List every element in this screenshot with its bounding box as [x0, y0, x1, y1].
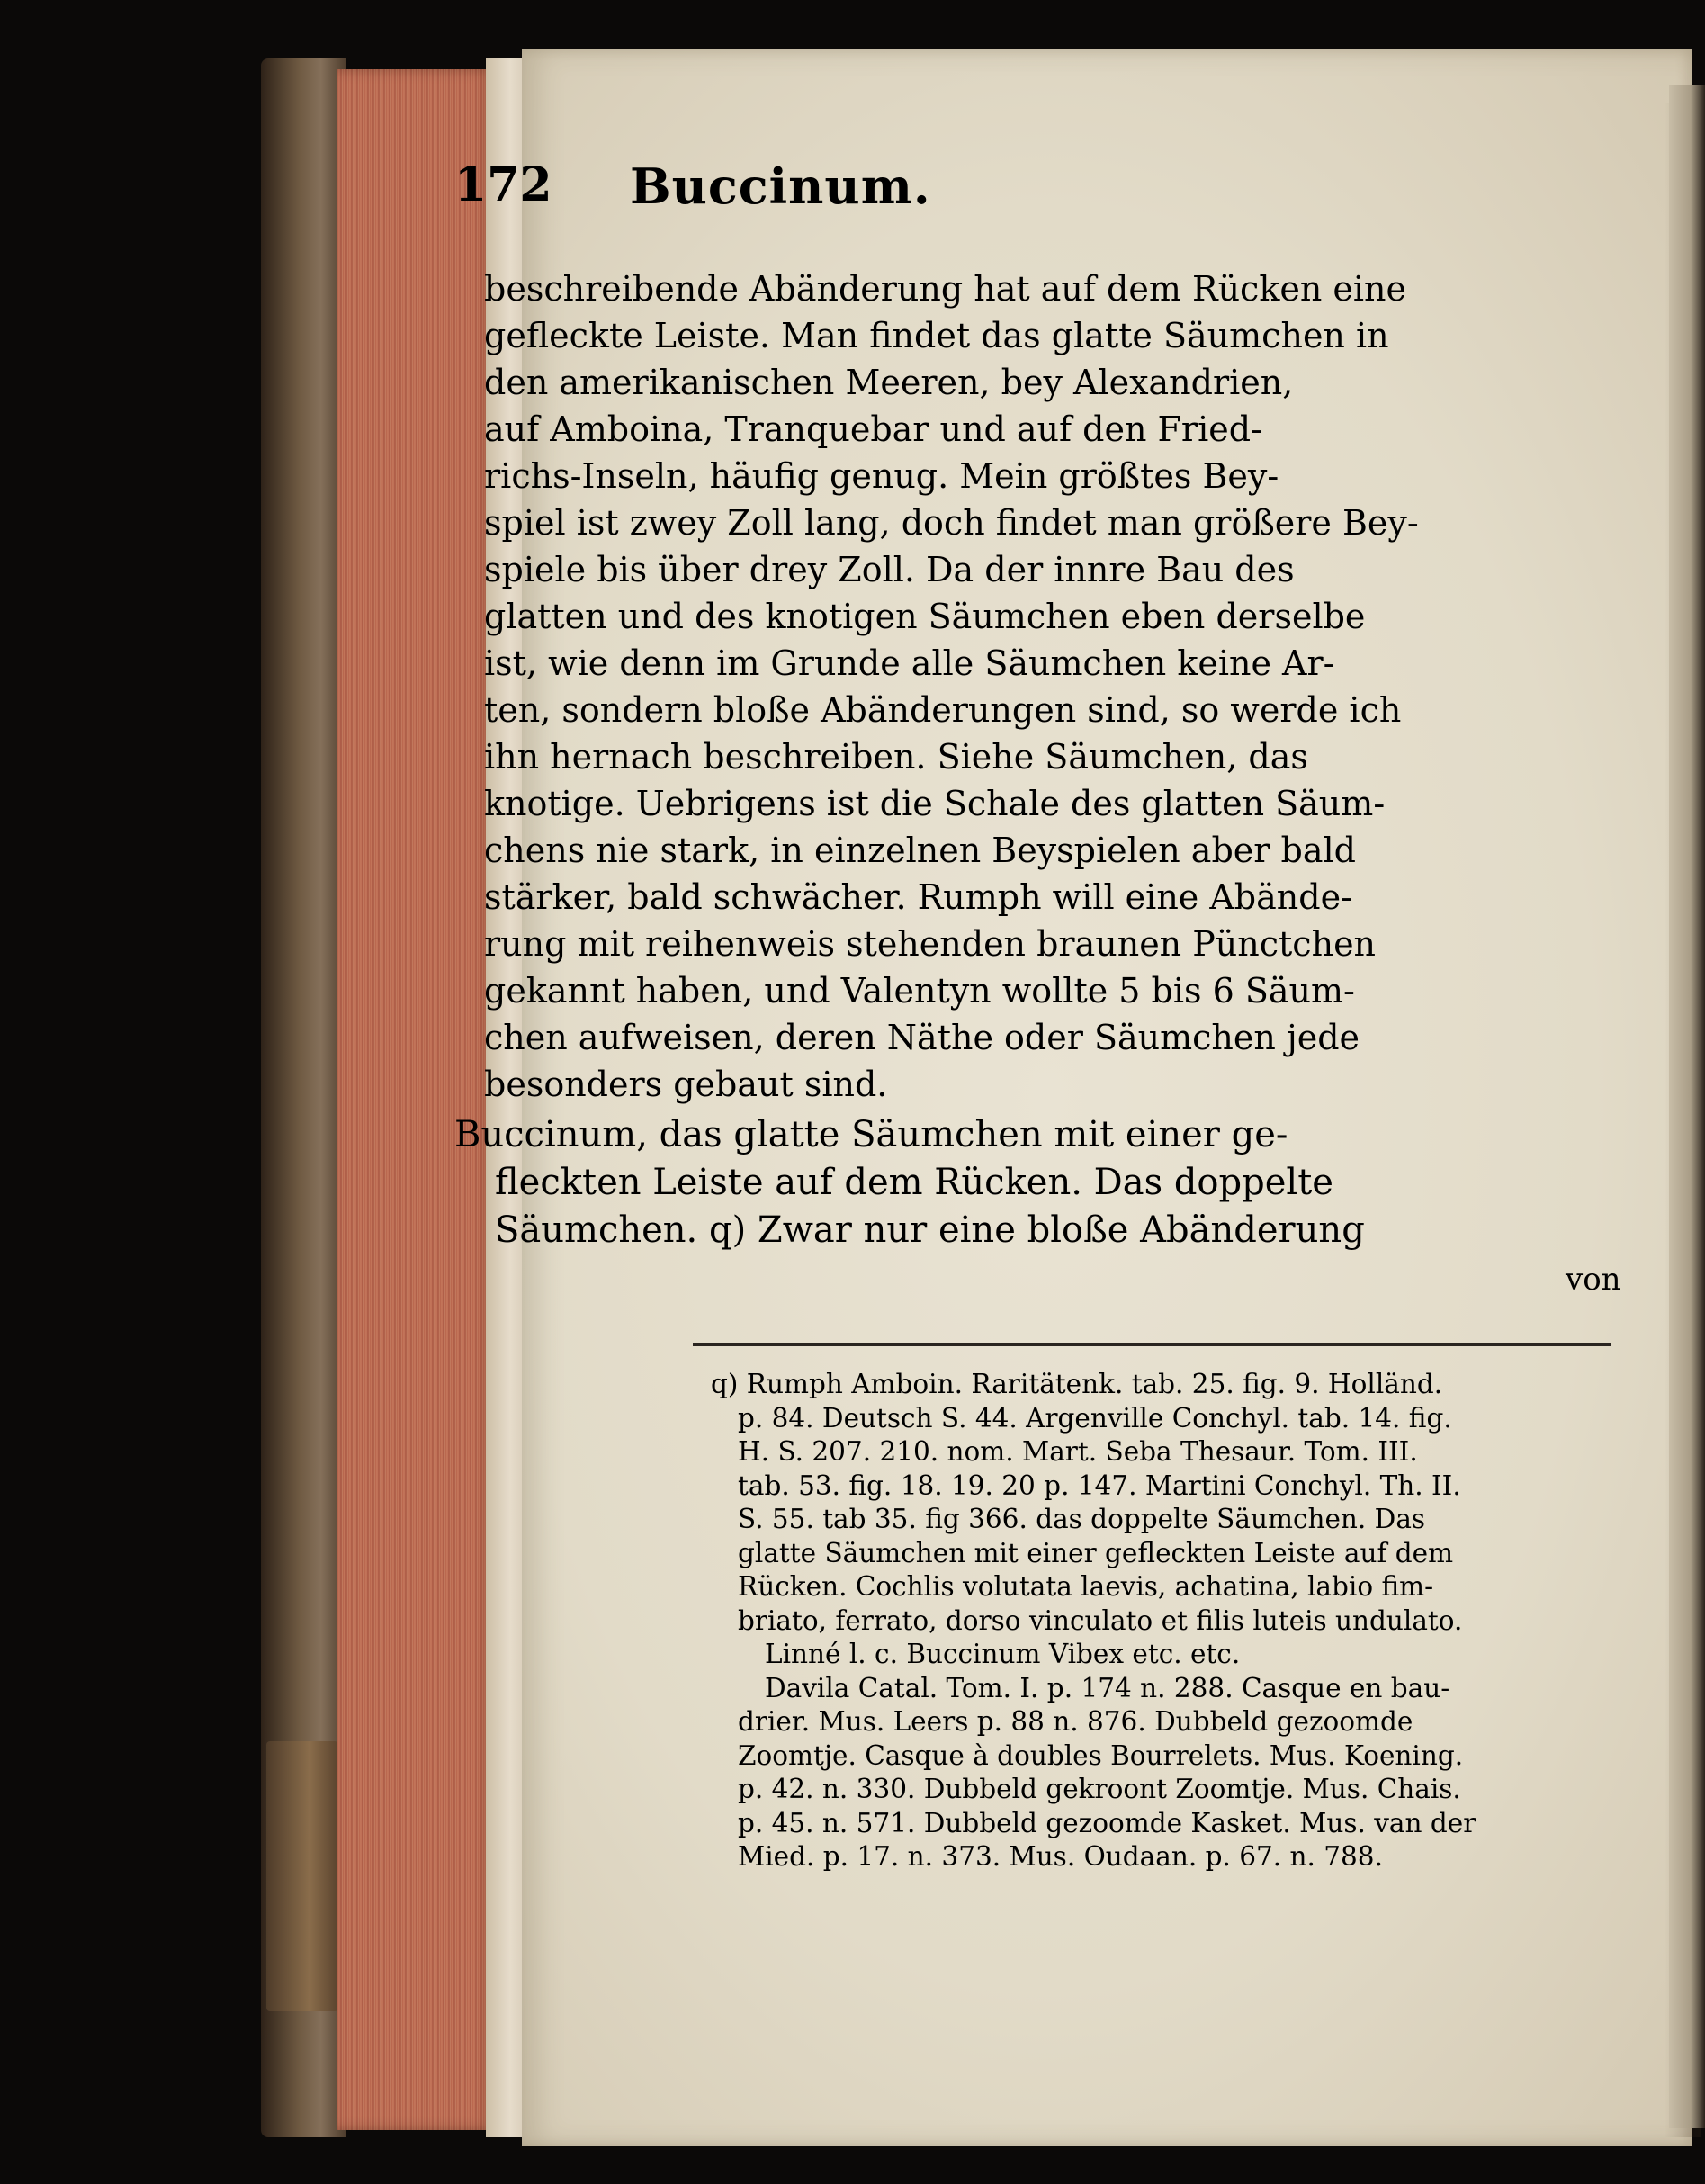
footnote-line: briato, ferrato, dorso vinculato et filis luteis undulato. [738, 1604, 1463, 1636]
footnote-line: p. 84. Deutsch S. 44. Argenville Conchyl. tab. 14. fig. [738, 1402, 1452, 1434]
body-line: chens nie stark, in einzelnen Beyspielen aber bald [484, 831, 1356, 870]
heading-line: Buccinum, das glatte Säumchen mit einer ge- [454, 1114, 1288, 1155]
heading-line: fleckten Leiste auf dem Rücken. Das doppelte [495, 1162, 1333, 1203]
body-line: stärker, bald schwächer. Rumph will eine Abände- [484, 877, 1352, 917]
footnote-line: drier. Mus. Leers p. 88 n. 876. Dubbeld gezoomde [738, 1706, 1413, 1737]
catchword: von [1566, 1262, 1621, 1298]
footnote [711, 1368, 1638, 1874]
page-header [454, 157, 1084, 220]
page-number: 172 [454, 157, 552, 212]
body-paragraph [484, 265, 1627, 1108]
running-head: Buccinum. [630, 157, 931, 215]
body-line: chen aufweisen, deren Näthe oder Säumchen jede [484, 1018, 1360, 1057]
footnote-line: Rücken. Cochlis volutata laevis, achatina, labio fim- [738, 1571, 1434, 1602]
body-line: rung mit reihenweis stehenden braunen Pünctchen [484, 924, 1377, 964]
body-line: gefleckte Leiste. Man findet das glatte Säumchen in [484, 316, 1389, 355]
body-line: knotige. Uebrigens ist die Schale des glatten Säum- [484, 784, 1386, 823]
body-line: ist, wie denn im Grunde alle Säumchen keine Ar- [484, 643, 1335, 683]
footnote-line: p. 45. n. 571. Dubbeld gezoomde Kasket. Mus. van der [738, 1807, 1476, 1838]
cover-worn-patch [266, 1741, 338, 2011]
footnote-line: Davila Catal. Tom. I. p. 174 n. 288. Casque en bau- [765, 1672, 1450, 1703]
body-line: beschreibende Abänderung hat auf dem Rücken eine [484, 269, 1406, 309]
footnote-divider [693, 1343, 1611, 1346]
page-block-edges [337, 69, 495, 2130]
species-heading [454, 1111, 1633, 1254]
heading-line: Säumchen. q) Zwar nur eine bloße Abänderung [495, 1209, 1365, 1251]
body-line: spiel ist zwey Zoll lang, doch findet man größere Bey- [484, 503, 1419, 543]
footnote-line: H. S. 207. 210. nom. Mart. Seba Thesaur. Tom. III. [738, 1436, 1418, 1467]
body-line: ten, sondern bloße Abänderungen sind, so werde ich [484, 690, 1402, 730]
body-line: gekannt haben, und Valentyn wollte 5 bis 6 Säum- [484, 971, 1355, 1011]
footnote-line: q) Rumph Amboin. Raritätenk. tab. 25. fig. 9. Holländ. [711, 1369, 1443, 1399]
footnote-line: Linné l. c. Buccinum Vibex etc. etc. [765, 1639, 1241, 1669]
footnote-line: tab. 53. fig. 18. 19. 20 p. 147. Martini Conchyl. Th. II. [738, 1469, 1461, 1501]
body-line: auf Amboina, Tranquebar und auf den Fried- [484, 409, 1262, 449]
page-right-edge [1669, 85, 1705, 2128]
footnote-line: Zoomtje. Casque à doubles Bourrelets. Mus. Koening. [738, 1739, 1464, 1771]
body-line: spiele bis über drey Zoll. Da der innre Bau des [484, 550, 1295, 589]
footnote-line: p. 42. n. 330. Dubbeld gekroont Zoomtje. Mus. Chais. [738, 1774, 1461, 1804]
body-line: richs-Inseln, häufig genug. Mein größtes Bey- [484, 456, 1279, 496]
footnote-line: Mied. p. 17. n. 373. Mus. Oudaan. p. 67. n. 788. [738, 1841, 1383, 1872]
footnote-line: glatte Säumchen mit einer gefleckten Leiste auf dem [738, 1537, 1454, 1568]
body-line: besonders gebaut sind. [484, 1065, 888, 1104]
body-line: ihn hernach beschreiben. Siehe Säumchen, das [484, 737, 1308, 777]
body-line: den amerikanischen Meeren, bey Alexandrien, [484, 363, 1294, 402]
body-line: glatten und des knotigen Säumchen eben derselbe [484, 597, 1366, 636]
footnote-line: S. 55. tab 35. fig 366. das doppelte Säumchen. Das [738, 1504, 1426, 1534]
